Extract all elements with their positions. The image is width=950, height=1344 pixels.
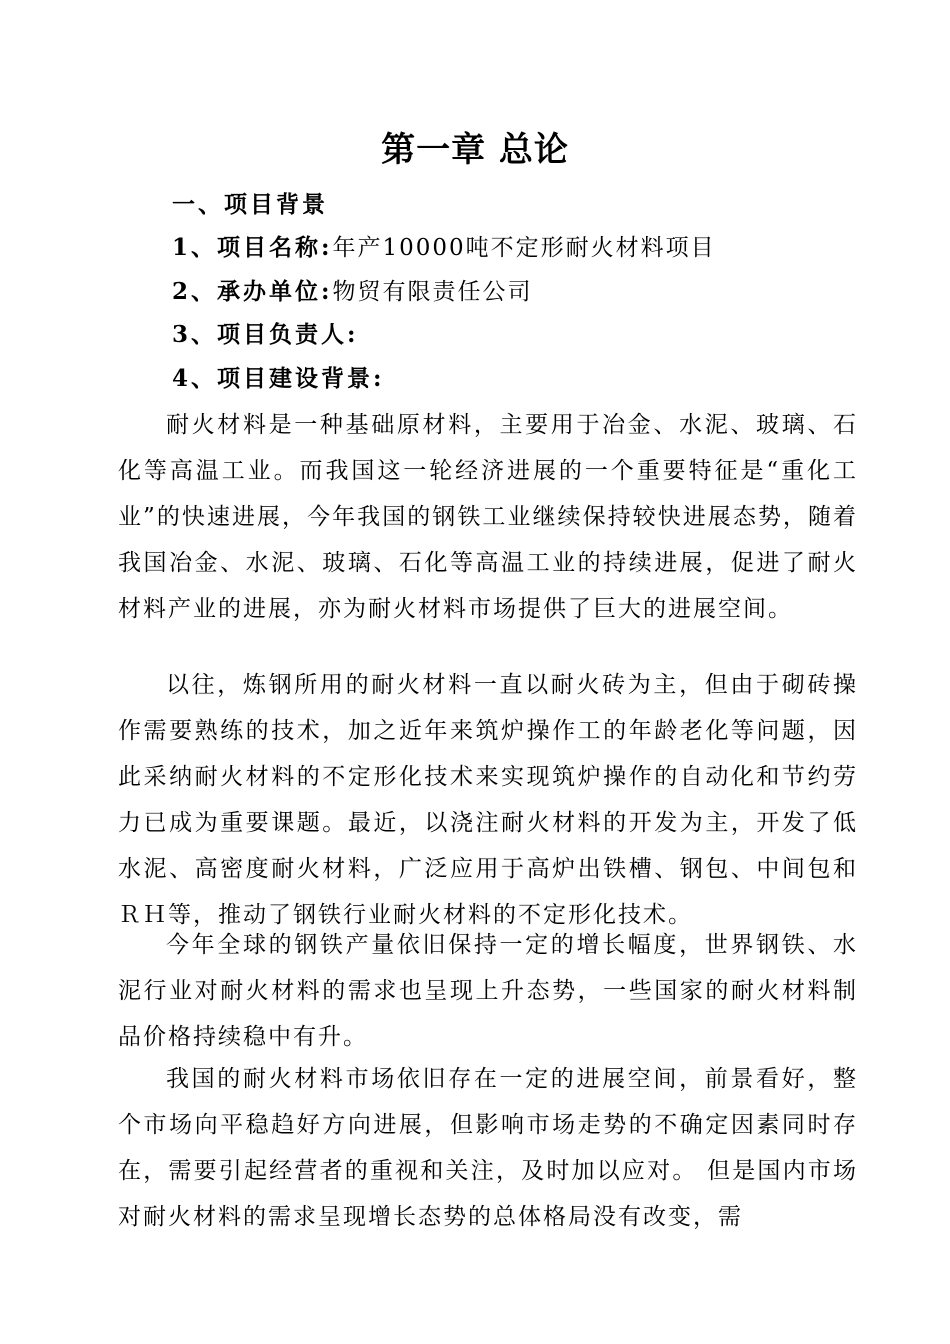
- paragraph-4: 我国的耐火材料市场依旧存在一定的进展空间，前景看好，整个市场向平稳趋好方向进展，但影响市场走势的不确定因素同时存在，需要引起经营者的重视和关注，及时加以应对。 但是国内市场对耐火材料的需求呈现增长态势的总体格局没有改变，需: [118, 1066, 858, 1230]
- paragraph-2: 以往，炼钢所用的耐火材料一直以耐火砖为主，但由于砌砖操作需要熟练的技术，加之近年来筑炉操作工的年龄老化等问题，因此采纳耐火材料的不定形化技术来实现筑炉操作的自动化和节约劳力已成为重要课题。最近，以浇注耐火材料的开发为主，开发了低水泥、高密度耐火材料，广泛应用于高炉出铁槽、钢包、中间包和ＲＨ等，推动了钢铁行业耐火材料的不定形化技术。: [118, 672, 858, 928]
- item-value: 年产10000吨不定形耐火材料项目: [332, 235, 716, 261]
- paragraph-1: 耐火材料是一种基础原材料，主要用于冶金、水泥、玻璃、石化等高温工业。而我国这一轮经济进展的一个重要特征是“重化工业”的快速进展，今年我国的钢铁工业继续保持较快进展态势，随着我国冶金、水泥、玻璃、石化等高温工业的持续进展，促进了耐火材料产业的进展，亦为耐火材料市场提供了巨大的进展空间。: [118, 412, 858, 622]
- section-heading: 一、项目背景: [172, 191, 328, 218]
- item-project-leader: [172, 318, 359, 352]
- item-value: 物贸有限责任公司: [332, 279, 533, 305]
- item-organizer: [172, 275, 533, 309]
- item-label: 3、项目负责人:: [172, 321, 359, 348]
- item-label: 1、项目名称:: [172, 234, 333, 261]
- item-construction-background: [172, 362, 385, 396]
- item-label: 4、项目建设背景:: [172, 365, 385, 392]
- item-label: 2、承办单位:: [172, 278, 333, 305]
- chapter-title: 第一章 总论: [381, 130, 569, 170]
- item-project-name: [172, 231, 716, 265]
- paragraph-3: 今年全球的钢铁产量依旧保持一定的增长幅度，世界钢铁、水泥行业对耐火材料的需求也呈现上升态势，一些国家的耐火材料制品价格持续稳中有升。: [118, 932, 858, 1050]
